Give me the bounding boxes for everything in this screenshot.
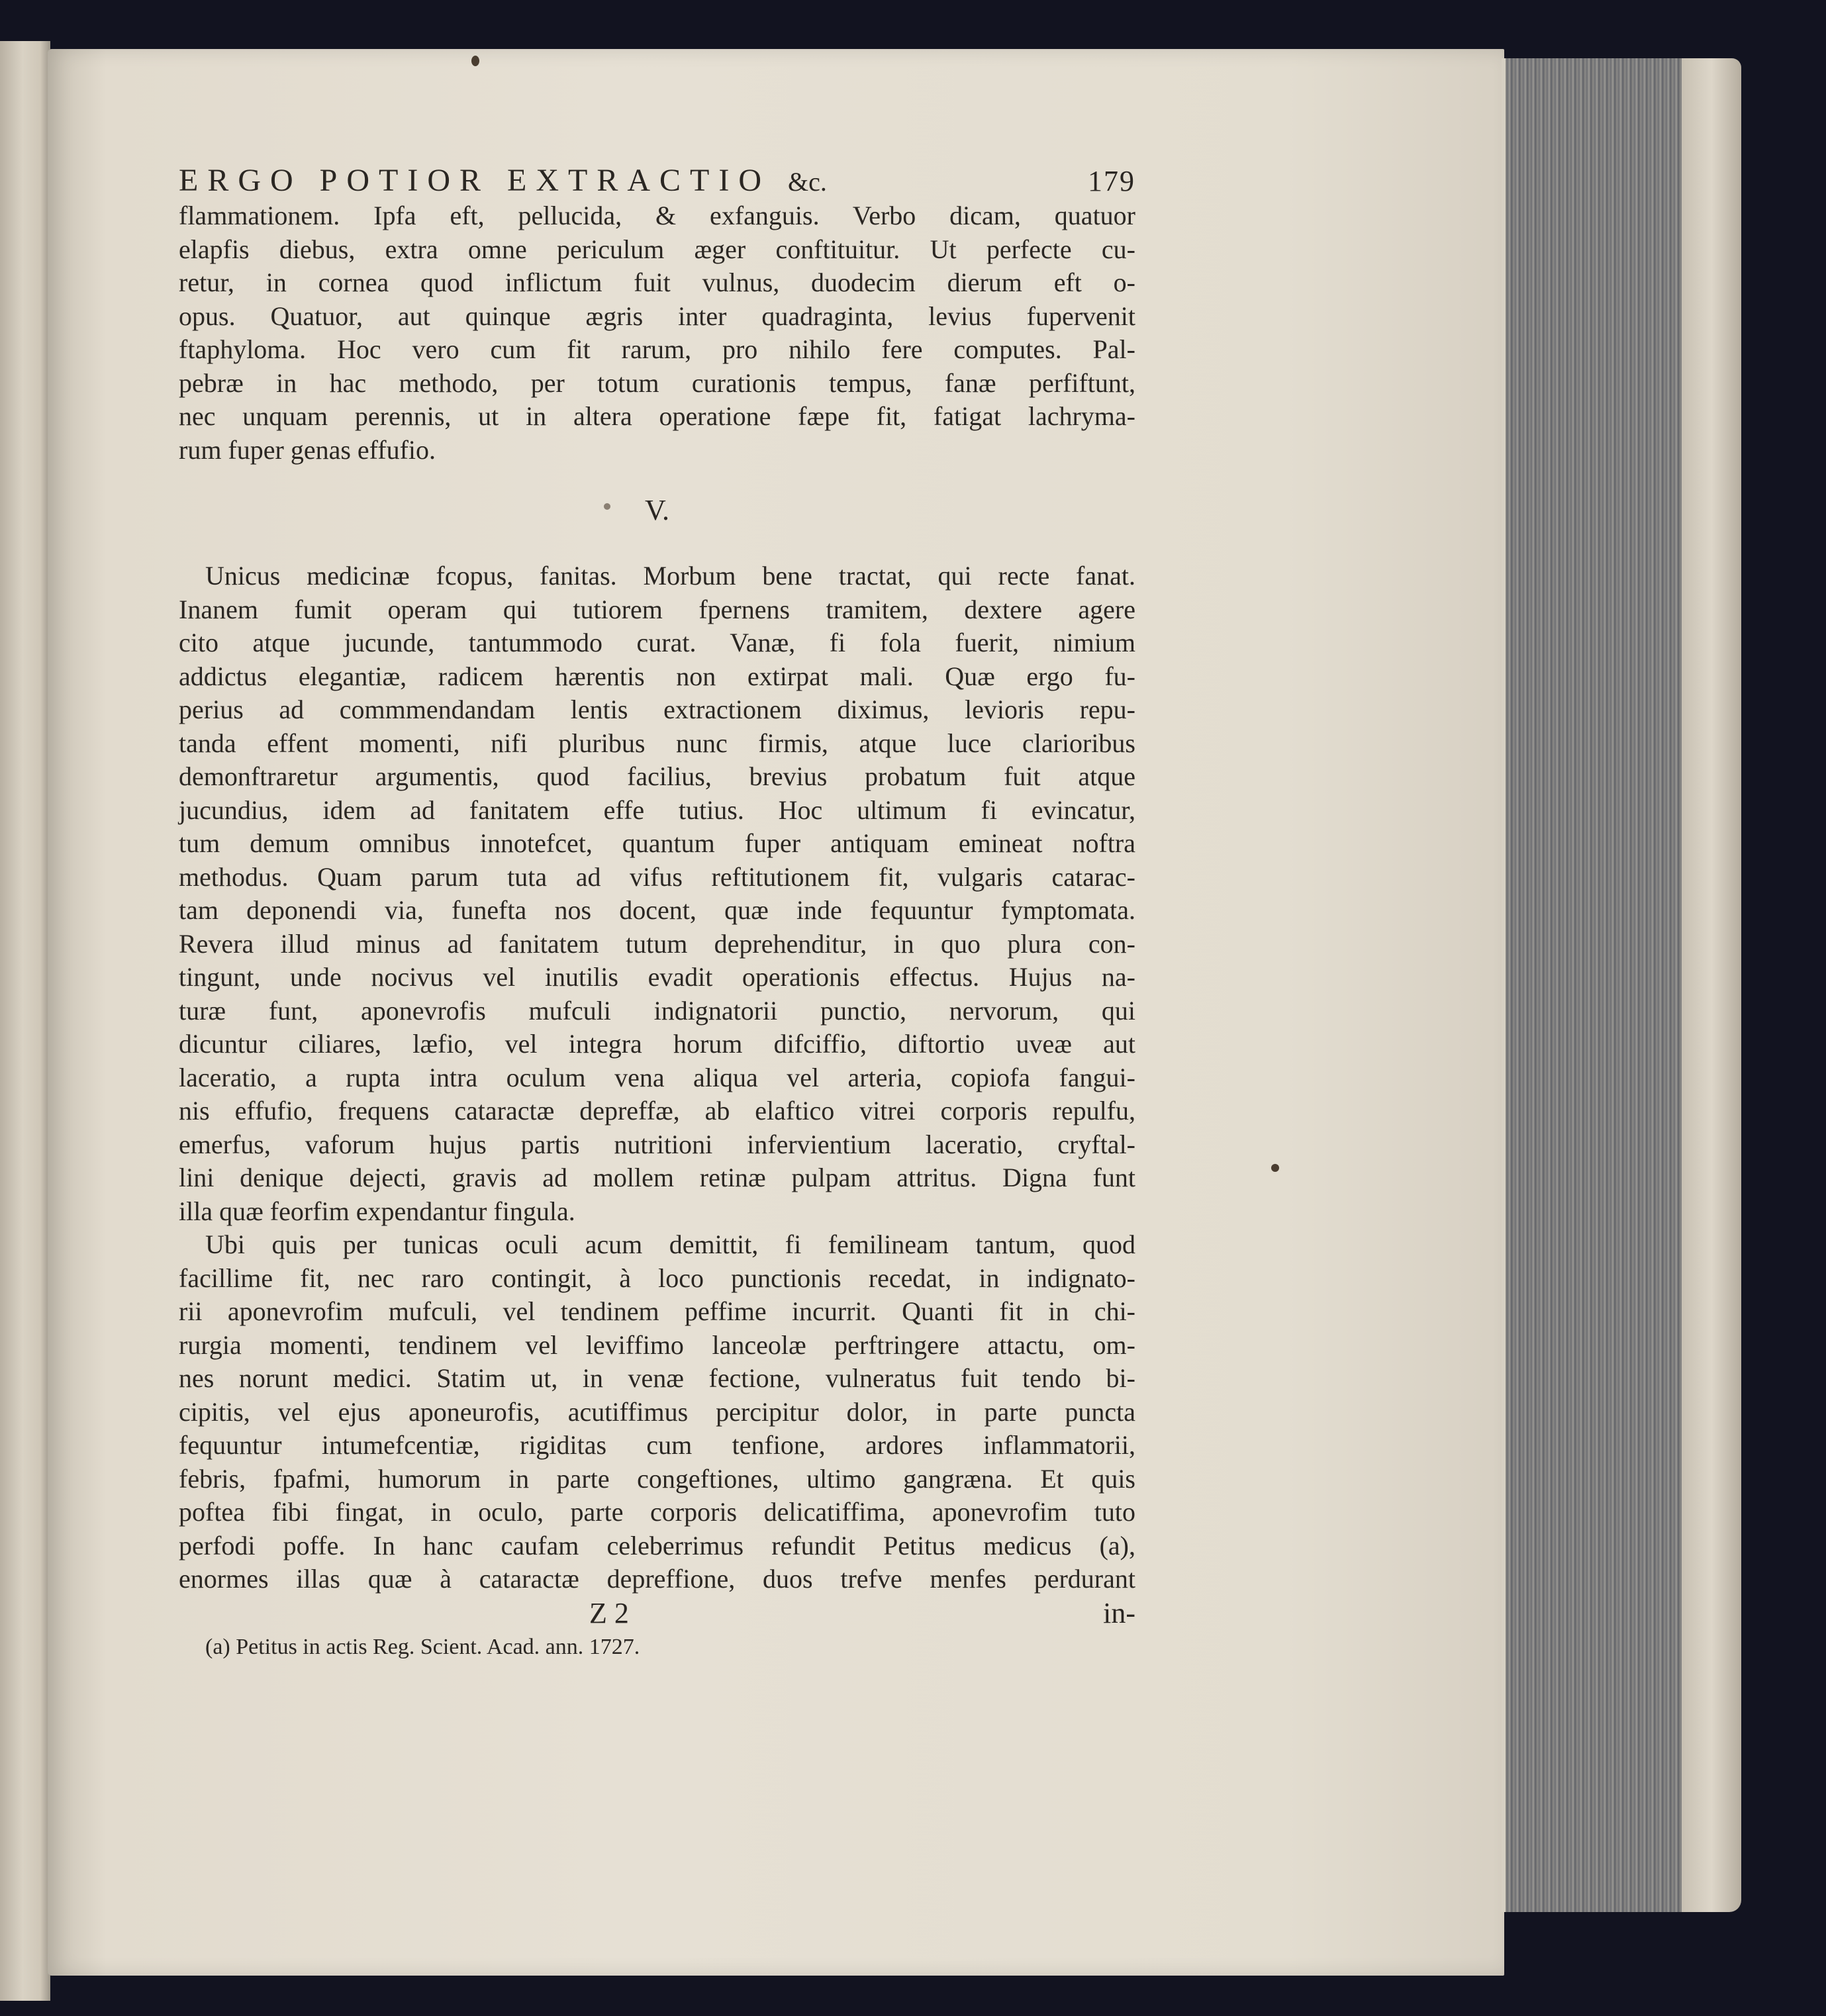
text-line: febris, fpafmi, humorum in parte congeftiones, ultimo gangræna. Et quis [179,1463,1135,1494]
text-line: fequuntur intumefcentiæ, rigiditas cum tenfione, ardores inflammatorii, [179,1430,1135,1460]
running-head-title: ERGO POTIOR EXTRACTIO &c. [179,163,827,198]
text-line: nec unquam perennis, ut in altera operatione fæpe fit, fatigat lachryma- [179,401,1135,431]
paragraph-3 [179,1228,1135,1596]
paragraph-1 [179,199,1135,467]
text-line: nis effufio, frequens cataractæ depreffæ, ab elaftico vitrei corporis repulfu, [179,1096,1135,1126]
text-line: opus. Quatuor, aut quinque ægris inter quadraginta, levius fupervenit [179,301,1135,331]
text-line: perfodi poffe. In hanc caufam celeberrimus refundit Petitus medicus (a), [179,1530,1135,1560]
text-line: jucundius, idem ad fanitatem effe tutius. Hoc ultimum fi evincatur, [179,794,1135,825]
text-line: poftea fibi fingat, in oculo, parte corporis delicatiffima, aponevrofim tuto [179,1497,1135,1527]
catchword: in- [1103,1596,1135,1629]
text-line: facillime fit, nec raro contingit, à loco punctionis recedat, in indignato- [179,1263,1135,1293]
text-line: nes norunt medici. Statim ut, in venæ fectione, vulneratus fuit tendo bi- [179,1363,1135,1393]
text-line: emerfus, vaforum hujus partis nutritioni infervientium laceratio, cryftal- [179,1129,1135,1159]
text-line: tingunt, unde nocivus vel inutilis evadit operationis effectus. Hujus na- [179,962,1135,992]
text-line: tam deponendi via, funefta nos docent, quæ inde fequuntur fymptomata. [179,895,1135,925]
text-line: pebræ in hac methodo, per totum curationis tempus, fanæ perfiftunt, [179,367,1135,398]
signature-mark: Z 2 [589,1596,629,1629]
text-line: ftaphyloma. Hoc vero cum fit rarum, pro nihilo fere computes. Pal- [179,334,1135,364]
text-line: laceratio, a rupta intra oculum vena aliqua vel arteria, copiofa fangui- [179,1062,1135,1092]
previous-page-edge [0,41,50,2001]
text-line: elapfis diebus, extra omne periculum æger conftituitur. Ut perfecte cu- [179,234,1135,264]
signature-line [179,1596,1135,1629]
text-line: illa quæ feorfim expendantur fingula. [179,1196,575,1226]
text-line: Revera illud minus ad fanitatem tutum deprehenditur, in quo plura con- [179,928,1135,959]
book-cover-edge [1682,58,1741,1912]
text-line: Ubi quis per tunicas oculi acum demittit, fi femilineam tantum, quod [205,1229,1135,1259]
text-line: rurgia momenti, tendinem vel leviffimo lanceolæ perftringere attactu, om- [179,1329,1135,1360]
text-line: tum demum omnibus innotefcet, quantum fuper antiquam emineat noftra [179,828,1135,858]
text-line: cito atque jucunde, tantummodo curat. Vanæ, fi fola fuerit, nimium [179,628,1135,657]
ink-speck [471,56,479,66]
text-line: tanda effent momenti, nifi pluribus nunc firmis, atque luce clarioribus [179,728,1135,758]
text-line: perius ad commmendandam lentis extractionem diximus, levioris repu- [179,695,1135,724]
page-number: 179 [1088,165,1135,197]
text-line: enormes illas quæ à cataractæ depreffione, duos trefve menfes perdurant [179,1564,1135,1594]
text-line: retur, in cornea quod inflictum fuit vulnus, duodecim dierum eft o- [179,267,1135,297]
text-line: demonftraretur argumentis, quod facilius, brevius probatum fuit atque [179,761,1135,791]
text-line: Unicus medicinæ fcopus, fanitas. Morbum bene tractat, qui recte fanat. [205,561,1135,591]
text-line: addictus elegantiæ, radicem hærentis non extirpat mali. Quæ ergo fu- [179,661,1135,691]
text-line: lini denique dejecti, gravis ad mollem retinæ pulpam attritus. Digna funt [179,1163,1135,1192]
text-line: Inanem fumit operam qui tutiorem fpernens tramitem, dextere agere [179,594,1135,624]
running-head [179,162,1135,199]
page-block-fore-edge [1502,58,1698,1912]
ink-speck [1271,1164,1279,1172]
section-number: V. [644,494,670,526]
text-line: rii aponevrofim mufculi, vel tendinem peffime incurrit. Quanti fit in chi- [179,1296,1135,1326]
text-line: dicuntur ciliares, læfio, vel integra horum difciffio, diftortio uveæ aut [179,1029,1135,1059]
page-text [179,162,1135,1668]
text-line: flammationem. Ipfa eft, pellucida, & exfanguis. Verbo dicam, quatuor [179,201,1135,230]
text-line: cipitis, vel ejus aponeurofis, acutiffimus percipitur dolor, in parte puncta [179,1396,1135,1427]
text-line: turæ funt, aponevrofis mufculi indignatorii punctio, nervorum, qui [179,995,1135,1026]
text-line: rum fuper genas effufio. [179,434,436,465]
footnote: (a) Petitus in actis Reg. Scient. Acad. ann. 1727. [205,1634,640,1659]
text-line: methodus. Quam parum tuta ad vifus reftitutionem fit, vulgaris catarac- [179,861,1135,892]
paragraph-2 [179,559,1135,1228]
